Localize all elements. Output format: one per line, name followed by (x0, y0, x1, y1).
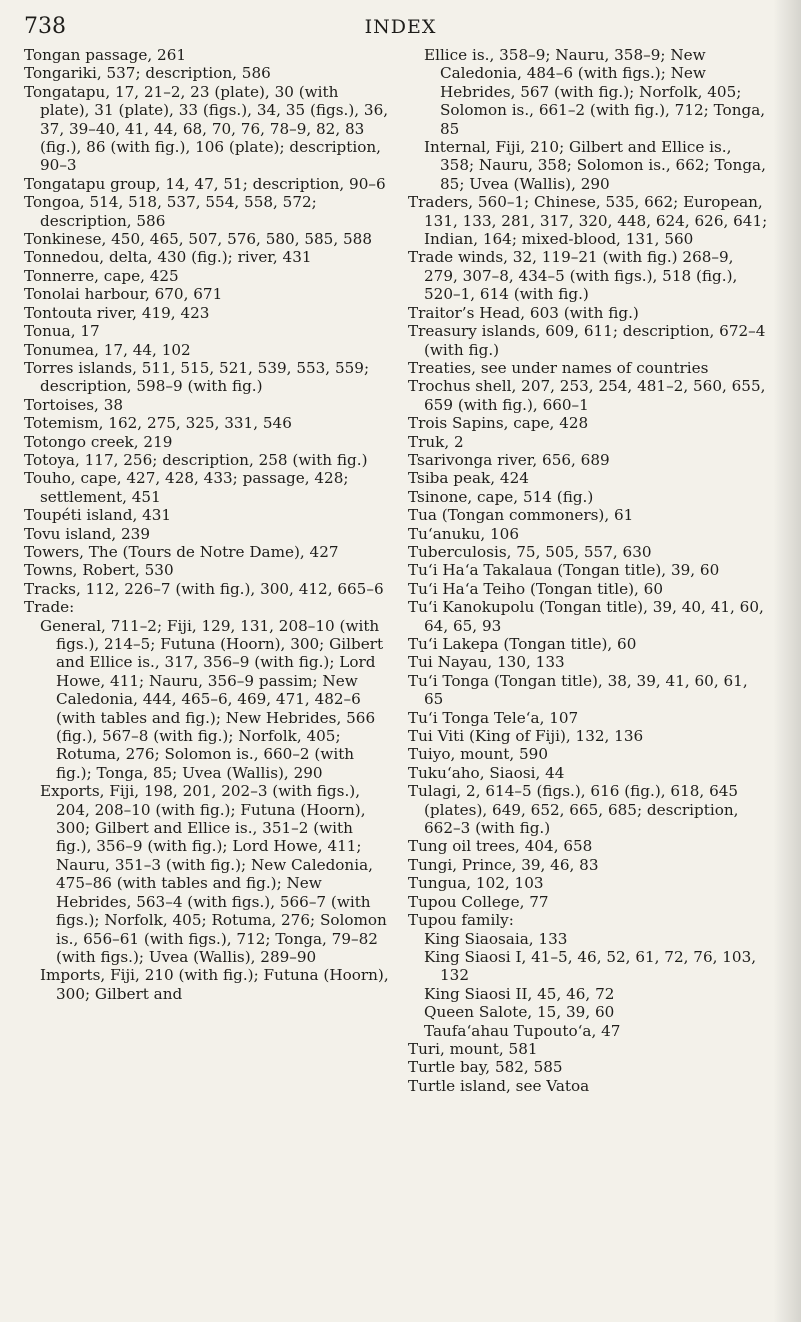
index-entry: Traders, 560–1; Chinese, 535, 662; European, 131, 133, 281, 317, 320, 448, 624, 626, 641; Indian, 164; mixed-blood, 131, 560 (408, 193, 768, 249)
index-entry: Tu‘i Lakepa (Tongan title), 60 (408, 635, 637, 653)
index-entry: Tuku‘aho, Siaosi, 44 (408, 763, 565, 782)
index-entry: Tonolai harbour, 670, 671 (24, 285, 223, 304)
index-entry: Tupou College, 77 (408, 892, 549, 911)
page-edge-shadow (773, 0, 801, 1322)
index-entry: Tu‘i Tonga Tele‘a, 107 (408, 708, 579, 727)
index-entry: Tonnerre, cape, 425 (24, 266, 179, 285)
running-title: INDEX (364, 16, 437, 38)
index-entry: Tonumea, 17, 44, 102 (24, 340, 191, 359)
index-entry: Tracks, 112, 226–7 (with fig.), 300, 412, 665–6 (24, 579, 384, 598)
index-entry: Exports, Fiji, 198, 201, 202–3 (with figs.), 204, 208–10 (with fig.); Futuna (Hoorn), 300; Gilbert and Ellice is., 351–2 (with fig.), 356–9 (with fig.); Lord Howe, 411; Nauru, 351–3 (with fig.); New Caledonia, 475–86 (with tables and fig.); New Hebrides, 563–4 (with figs.), 566–7 (with figs.); Norfolk, 405; Rotuma, 276; Solomon is., 656–61 (with figs.), 712; Tonga, 79–82 (with figs.); Uvea (Wallis), 289–90 (40, 782, 387, 966)
index-entry: Tongatapu group, 14, 47, 51; description, 90–6 (24, 174, 386, 193)
index-entry: Ellice is., 358–9; Nauru, 358–9; New Caledonia, 484–6 (with figs.); New Hebrides, 567 (with fig.); Norfolk, 405; Solomon is., 661–2 (with fig.), 712; Tonga, 85 (424, 46, 766, 138)
index-entry: Trade: (24, 598, 75, 617)
index-entry: Taufa‘ahau Tupouto‘a, 47 (424, 1021, 621, 1040)
index-entry: Tortoises, 38 (24, 395, 124, 414)
index-entry: Tonua, 17 (24, 322, 100, 341)
index-entry: Tu‘i Kanokupolu (Tongan title), 39, 40, 41, 60, 64, 65, 93 (408, 598, 764, 635)
index-entry: Tu‘i Tonga (Tongan title), 38, 39, 41, 60, 61, 65 (408, 671, 748, 709)
index-entry: Tongatapu, 17, 21–2, 23 (plate), 30 (with plate), 31 (plate), 33 (figs.), 34, 35 (figs.), 36, 37, 39–40, 41, 44, 68, 70, 76, 78–9, 82, 83 (fig.), 86 (with fig.), 106 (plate); description, 90–3 (24, 82, 389, 175)
index-entry: Internal, Fiji, 210; Gilbert and Ellice is., 358; Nauru, 358; Solomon is., 662; Tonga, 85; Uvea (Wallis), 290 (424, 138, 766, 193)
index-entry: Treaties, see under names of countries (408, 358, 709, 377)
index-entry: Trade winds, 32, 119–21 (with fig.) 268–9, 279, 307–8, 434–5 (with figs.), 518 (fig.), 520–1, 614 (with fig.) (408, 248, 738, 304)
index-entry: Tua (Tongan commoners), 61 (408, 506, 634, 525)
index-entry: Tsiba peak, 424 (408, 469, 529, 488)
index-entry: King Siaosi I, 41–5, 46, 52, 61, 72, 76, 103, 132 (424, 947, 757, 985)
index-entry: Tuiyo, mount, 590 (408, 745, 549, 764)
index-entry: Totemism, 162, 275, 325, 331, 546 (24, 414, 292, 433)
index-entry: Tongariki, 537; description, 586 (24, 64, 271, 83)
index-entry: General, 711–2; Fiji, 129, 131, 208–10 (with figs.), 214–5; Futuna (Hoorn), 300; Gilbert and Ellice is., 317, 356–9 (with fig.); Lord Howe, 411; Nauru, 356–9 passim; New Caledonia, 444, 465–6, 469, 471, 482–6 (with tables and fig.); New Hebrides, 566 (fig.), 567–8 (with fig.); Norfolk, 405; Rotuma, 276; Solomon is., 660–2 (with fig.); Tonga, 85; Uvea (Wallis), 290 (40, 616, 384, 782)
index-entry: Queen Salote, 15, 39, 60 (424, 1003, 615, 1022)
index-entry: Tulagi, 2, 614–5 (figs.), 616 (fig.), 618, 645 (plates), 649, 652, 665, 685; description, 662–3 (with fig.) (408, 782, 739, 838)
right-column (408, 46, 768, 1095)
index-entry: Tovu island, 239 (24, 524, 150, 543)
index-entry: Tupou family: (408, 911, 514, 930)
page-header (24, 14, 777, 44)
index-entry: Towns, Robert, 530 (24, 561, 174, 580)
index-entry: Tuberculosis, 75, 505, 557, 630 (408, 542, 652, 561)
index-entry: Tui Nayau, 130, 133 (408, 653, 565, 672)
index-entry: Tongan passage, 261 (24, 46, 187, 64)
index-entry: Tu‘i Ha‘a Takalaua (Tongan title), 39, 60 (408, 561, 720, 580)
index-entry: Imports, Fiji, 210 (with fig.); Futuna (Hoorn), 300; Gilbert and (40, 966, 389, 1003)
index-entry: Trochus shell, 207, 253, 254, 481–2, 560, 655, 659 (with fig.), 660–1 (408, 377, 766, 414)
index-entry: Tung oil trees, 404, 658 (408, 837, 593, 856)
index-entry: Tungua, 102, 103 (408, 874, 544, 893)
index-entry: Tui Viti (King of Fiji), 132, 136 (408, 727, 644, 746)
index-entry: Towers, The (Tours de Notre Dame), 427 (24, 542, 339, 561)
index-entry: Traitor’s Head, 603 (with fig.) (408, 303, 639, 322)
index-entry: Tonnedou, delta, 430 (fig.); river, 431 (24, 248, 312, 267)
index-entry: Tu‘i Ha‘a Teiho (Tongan title), 60 (408, 579, 663, 598)
index-entry: Tongoa, 514, 518, 537, 554, 558, 572; description, 586 (24, 193, 317, 230)
index-entry: Turtle island, see Vatoa (408, 1076, 590, 1095)
index-entry: Totongo creek, 219 (24, 432, 173, 451)
index-entry: King Siaosaia, 133 (424, 929, 568, 948)
index-entry: Tungi, Prince, 39, 46, 83 (408, 855, 599, 874)
index-entry: Tonkinese, 450, 465, 507, 576, 580, 585, 588 (24, 230, 372, 249)
index-entry: Truk, 2 (408, 432, 464, 451)
left-column (24, 46, 392, 1003)
index-entry: Tsinone, cape, 514 (fig.) (408, 487, 594, 506)
index-entry: Treasury islands, 609, 611; description, 672–4 (with fig.) (408, 322, 766, 359)
index-entry: Trois Sapins, cape, 428 (408, 414, 589, 433)
index-entry: Turi, mount, 581 (408, 1039, 538, 1058)
index-entry: Torres islands, 511, 515, 521, 539, 553, 559; description, 598–9 (with fig.) (24, 358, 370, 396)
index-entry: Toupéti island, 431 (24, 506, 172, 525)
index-entry: Touho, cape, 427, 428, 433; passage, 428; settlement, 451 (24, 469, 349, 506)
index-entry: Totoya, 117, 256; description, 258 (with fig.) (24, 450, 368, 469)
index-entry: Tu‘anuku, 106 (408, 524, 519, 543)
index-entry: King Siaosi II, 45, 46, 72 (424, 984, 615, 1003)
index-entry: Turtle bay, 582, 585 (408, 1058, 563, 1077)
index-entry: Tontouta river, 419, 423 (24, 303, 210, 322)
page-number: 738 (24, 14, 66, 39)
index-entry: Tsarivonga river, 656, 689 (408, 450, 610, 469)
